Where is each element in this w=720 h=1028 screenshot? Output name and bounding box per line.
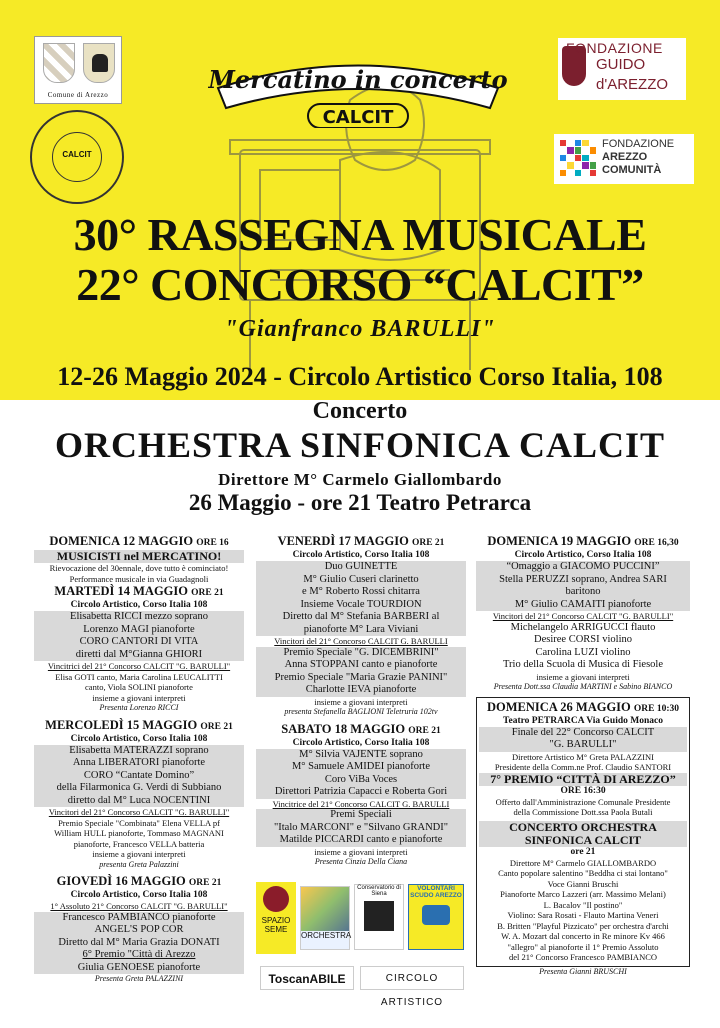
concert-box: CONCERTO ORCHESTRA SINFONICA CALCIT — [479, 821, 687, 847]
fga-line3: d'AREZZO — [596, 76, 669, 93]
event-venue: Circolo Artistico, Corso Italia 108 — [292, 550, 430, 560]
interpreters-note: insieme a giovani interpreti — [314, 696, 408, 707]
interpreters-note: insieme a giovani interpreti — [92, 692, 186, 703]
winners-line: pianoforte, Francesco VELLA batteria — [73, 838, 205, 849]
fga-line1: FONDAZIONE — [566, 40, 663, 56]
event-venue: Circolo Artistico, Corso Italia 108 — [70, 733, 208, 744]
event-venue: Circolo Artistico, Corso Italia 108 — [70, 890, 208, 900]
presenter: presenta Stefanella BAGLIONI Teletruria 102tv — [284, 707, 438, 716]
winners-heading: Vincitrici del 21° Concorso CALCIT "G. BARULLI" — [47, 661, 231, 671]
sponsors-area — [256, 876, 466, 1008]
concert-label: Concerto — [312, 398, 408, 424]
performers-box: Duo GUINETTE M° Giulio Cuseri clarinetto e M° Roberto Rossi chitarra Insieme Vocale TOURDION Diretto dal M° Stefania BARBERI al pianoforte M° Lara Viviani — [256, 561, 466, 636]
event-time: ORE 16:30 — [560, 785, 606, 796]
presenter: presenta Greta Palazzini — [99, 859, 179, 869]
event-day: DOMENICA 26 MAGGIO ORE 10:30 — [487, 699, 679, 714]
info-line: del 21° Concorso Francesco PAMBIANCO — [508, 952, 658, 962]
event-day: GIOVEDÌ 16 MAGGIO ORE 21 — [56, 874, 222, 888]
info-line: Offerto dall'Amministrazione Comunale Presidente — [495, 796, 671, 807]
event-day: MERCOLEDÌ 15 MAGGIO ORE 21 — [45, 717, 233, 732]
final-day-box — [476, 697, 690, 967]
presenter: Presenta Dott.ssa Claudia MARTINI e Sabino BIANCO — [493, 682, 673, 691]
winners-heading: Vincitori del 21° Concorso CALCIT "G. BARULLI" — [48, 807, 230, 817]
winner-line: Trio della Scuola di Musica di Fiesole — [502, 659, 664, 670]
arezzo-checkered-shield-icon — [43, 43, 75, 83]
info-line: "allegro" al pianoforte il 1° Premio Assoluto — [507, 941, 659, 952]
event-day: VENERDÌ 17 MAGGIO ORE 21 — [277, 534, 445, 548]
performers-box: “Omaggio a GIACOMO PUCCINI” Stella PERUZZI soprano, Andrea SARI baritono M° Giulio CAMAITI pianoforte — [476, 561, 690, 611]
event-day: SABATO 18 MAGGIO ORE 21 — [281, 721, 441, 736]
fondazione-guido-darezzo-logo — [558, 38, 686, 100]
winners-heading: Vincitrice del 21° Concorso CALCIT G. BARULLI — [272, 798, 450, 809]
headline-concorso: 22° CONCORSO “CALCIT” — [76, 259, 644, 310]
program-column-3 — [476, 534, 690, 977]
event-venue: Circolo Artistico, Corso Italia 108 — [70, 600, 208, 610]
orchestra-calcit-logo: ORCHESTRA — [300, 886, 350, 950]
banner-calcit: CALCIT — [322, 107, 394, 128]
seal-text: CALCIT — [62, 150, 92, 159]
comune-label: Comune di Arezzo — [47, 91, 109, 99]
headline-rassegna: 30° RASSEGNA MUSICALE — [73, 209, 647, 260]
info-line: L. Bacalov "Il postino" — [543, 899, 623, 910]
circolo-artistico-logo: CIRCOLO ARTISTICO — [360, 966, 464, 990]
winners-line: Premio Speciale "Combinata" Elena VELLA pf — [58, 817, 220, 828]
toscanabile-logo: ToscanABILE — [260, 966, 354, 990]
arezzo-horse-shield-icon — [83, 43, 115, 83]
event-title: MUSICISTI nel MERCATINO! — [34, 550, 244, 563]
winners-heading: Vincitori del 21° Concorso CALCIT G. BARULLI — [274, 636, 448, 646]
winners-line: Elisa GOTI canto, Maria Carolina LEUCALITTI — [55, 671, 223, 682]
performers-box: Francesco PAMBIANCO pianoforte ANGEL'S POP COR Diretto dal M° Maria Grazia DONATI 6° Premio "Città di Arezzo Giulia GENOESE pianoforte — [34, 912, 244, 975]
concert-director: Direttore M° Carmelo Giallombardo — [218, 470, 502, 489]
scudo-icon — [422, 905, 450, 925]
winner-line: Desiree CORSI violino — [534, 634, 632, 645]
interpreters-note: insieme a giovani interpreti — [536, 671, 630, 682]
prize-box: 7° PREMIO “CITTÀ DI AREZZO” — [479, 773, 687, 786]
fga-line2: GUIDO — [596, 56, 646, 73]
performers-box: M° Silvia VAJENTE soprano M° Samuele AMIDEI pianoforte Coro ViBa Voces Direttori Patrizia Capacci e Roberta Gori — [256, 749, 466, 799]
event-note: Performance musicale in via Guadagnoli — [69, 573, 209, 584]
calcit-seal-logo — [30, 110, 124, 204]
conservatorio-photo — [364, 901, 394, 931]
event-note: Rievocazione del 30ennale, dove tutto è cominciato! — [49, 563, 229, 573]
concert-title: ORCHESTRA SINFONICA CALCIT — [54, 425, 666, 465]
performers-box: Premi Speciali "Italo MARCONI" e "Silvano GRANDI" Matilde PICCARDI canto e pianoforte — [256, 809, 466, 847]
event-venue: Circolo Artistico, Corso Italia 108 — [292, 737, 430, 748]
info-line: Direttore M° Carmelo GIALLOMBARDO — [509, 857, 657, 868]
performers-box: Finale del 22° Concorso CALCIT "G. BARULLI" — [479, 727, 687, 752]
mosaic-grid-icon — [560, 140, 596, 176]
event-time: ore 21 — [570, 846, 596, 857]
interpreters-note: insieme a giovani interpreti — [314, 846, 408, 857]
performers-box: Premio Speciale "G. DICEMBRINI" Anna STOPPANI canto e pianoforte Premio Speciale "Maria Grazie PANINI" Charlotte IEVA pianoforte — [256, 647, 466, 697]
info-line: Pianoforte Marco Lazzeri (arr. Massimo Melani) — [500, 889, 666, 899]
info-line: Voce Gianni Bruschi — [547, 878, 619, 889]
presenter: Presenta Lorenzo RICCI — [99, 703, 179, 712]
fac-text: FONDAZIONE AREZZO COMUNITÀ — [602, 138, 675, 176]
headline-subtitle: "Gianfranco BARULLI" — [224, 316, 496, 342]
info-line: B. Britten "Playful Pizzicato" per orchestra d'archi — [497, 920, 669, 931]
presenter: Presenta Greta PALAZZINI — [94, 974, 184, 983]
event-day: MARTEDÌ 14 MAGGIO ORE 21 — [54, 584, 224, 598]
event-venue: Circolo Artistico, Corso Italia 108 — [514, 550, 652, 560]
volontari-logo: VOLONTARI SCUDO AREZZO — [408, 884, 464, 950]
event-venue: Teatro PETRARCA Via Guido Monaco — [503, 715, 663, 726]
comune-di-arezzo-logo — [34, 36, 122, 104]
winners-heading: 1° Assoluto 21° Concorso CALCIT "G. BARULLI" — [50, 901, 228, 911]
seed-icon — [263, 886, 289, 912]
info-line: Presidente della Comm.ne Prof. Claudio SANTORI — [494, 762, 672, 772]
winner-line: Carolina LUZI violino — [535, 646, 631, 658]
winners-line: canto, Viola SOLINI pianoforte — [85, 682, 193, 692]
event-day: DOMENICA 19 MAGGIO ORE 16,30 — [487, 534, 679, 548]
orchestra-illustration — [301, 887, 349, 931]
winners-line: William HULL pianoforte, Tommaso MAGNANI — [54, 828, 224, 838]
presenter: Presenta Cinzia Della Ciana — [314, 857, 408, 866]
banner-title: Mercatino in concerto — [208, 65, 508, 94]
presenter: Presenta Gianni BRUSCHI — [539, 966, 627, 976]
info-line: Violino: Sara Rosati - Flauto Martina Veneri — [507, 910, 659, 920]
program-column-2 — [256, 534, 466, 868]
info-line: della Commissione Dott.ssa Paola Butali — [513, 807, 653, 817]
concert-when: 26 Maggio - ore 21 Teatro Petrarca — [188, 490, 532, 515]
info-line: Canto popolare salentino "Beddha ci stai lontano" — [498, 868, 668, 878]
winners-heading: Vincitori del 21° Concorso CALCIT "G. BARULLI" — [492, 611, 674, 621]
headline-dates: 12-26 Maggio 2024 - Circolo Artistico Corso Italia, 108 — [57, 362, 663, 391]
event-day: DOMENICA 12 MAGGIO ORE 16 — [49, 534, 229, 548]
conservatorio-logo: Conservatorio di Siena — [354, 884, 404, 950]
spazio-seme-logo: SPAZIO SEME — [256, 882, 296, 954]
program-column-1 — [34, 534, 244, 985]
winner-line: Michelangelo ARRIGUCCI flauto — [510, 621, 656, 633]
mercatino-banner — [208, 48, 508, 128]
info-line: W. A. Mozart dal concerto in Re minore Kv 466 — [501, 931, 665, 941]
performers-box: Elisabetta MATERAZZI soprano Anna LIBERATORI pianoforte CORO “Cantate Domino” della Filarmonica G. Verdi di Subbiano diretto dal M° Luca NOCENTINI — [34, 745, 244, 808]
performers-box: Elisabetta RICCI mezzo soprano Lorenzo MAGI pianoforte CORO CANTORI DI VITA diretti dal M°Gianna GHIORI — [34, 611, 244, 661]
interpreters-note: insieme a giovani interpreti — [92, 849, 186, 859]
info-line: Direttore Artistico M° Greta PALAZZINI — [512, 751, 654, 762]
fondazione-arezzo-comunita-logo — [554, 134, 694, 184]
